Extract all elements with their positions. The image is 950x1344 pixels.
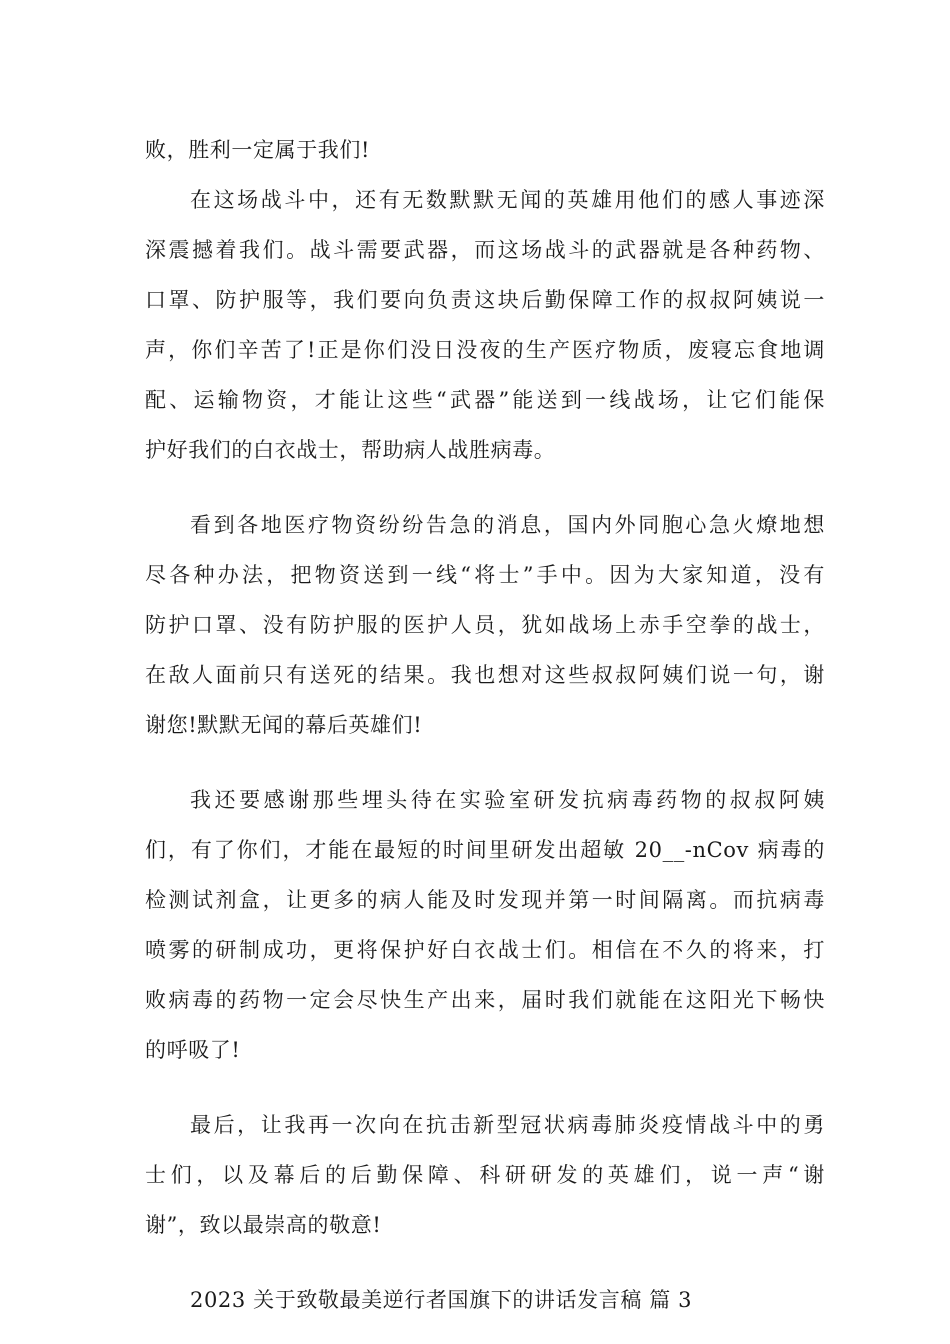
paragraph-first-line: 看到各地医疗物资纷纷告急的消息，国内外同胞心急火燎地想 xyxy=(190,513,825,537)
text-line: 深震撼着我们。战斗需要武器，而这场战斗的武器就是各种药物、 xyxy=(145,238,825,262)
paragraph-first-line: 在这场战斗中，还有无数默默无闻的英雄用他们的感人事迹深 xyxy=(190,188,825,212)
text-line: 谢您!默默无闻的幕后英雄们! xyxy=(145,713,423,737)
text-line: 士们，以及幕后的后勤保障、科研研发的英雄们，说一声“谢 xyxy=(145,1163,825,1187)
text-line: 尽各种办法，把物资送到一线“将士”手中。因为大家知道，没有 xyxy=(145,563,825,587)
text-line: 口罩、防护服等，我们要向负责这块后勤保障工作的叔叔阿姨说一 xyxy=(145,288,825,312)
section-heading: 2023 关于致敬最美逆行者国旗下的讲话发言稿 篇 3 xyxy=(190,1288,693,1312)
text-line: 防护口罩、没有防护服的医护人员，犹如战场上赤手空拳的战士， xyxy=(145,613,825,637)
text-line: 配、运输物资，才能让这些“武器”能送到一线战场，让它们能保 xyxy=(145,388,825,412)
text-line: 们，有了你们，才能在最短的时间里研发出超敏 20__-nCov 病毒的 xyxy=(145,838,825,862)
paragraph-first-line: 最后，让我再一次向在抗击新型冠状病毒肺炎疫情战斗中的勇 xyxy=(190,1113,825,1137)
text-line: 的呼吸了! xyxy=(145,1038,241,1062)
paragraph-first-line: 我还要感谢那些埋头待在实验室研发抗病毒药物的叔叔阿姨 xyxy=(190,788,825,812)
text-line: 声，你们辛苦了!正是你们没日没夜的生产医疗物质，废寝忘食地调 xyxy=(145,338,825,362)
text-line: 败，胜利一定属于我们! xyxy=(145,138,371,162)
text-line: 谢”，致以最崇高的敬意! xyxy=(145,1213,382,1237)
text-line: 喷雾的研制成功，更将保护好白衣战士们。相信在不久的将来，打 xyxy=(145,938,825,962)
text-line: 败病毒的药物一定会尽快生产出来，届时我们就能在这阳光下畅快 xyxy=(145,988,825,1012)
text-line: 检测试剂盒，让更多的病人能及时发现并第一时间隔离。而抗病毒 xyxy=(145,888,825,912)
text-line: 在敌人面前只有送死的结果。我也想对这些叔叔阿姨们说一句，谢 xyxy=(145,663,825,687)
text-line: 护好我们的白衣战士，帮助病人战胜病毒。 xyxy=(145,438,556,462)
